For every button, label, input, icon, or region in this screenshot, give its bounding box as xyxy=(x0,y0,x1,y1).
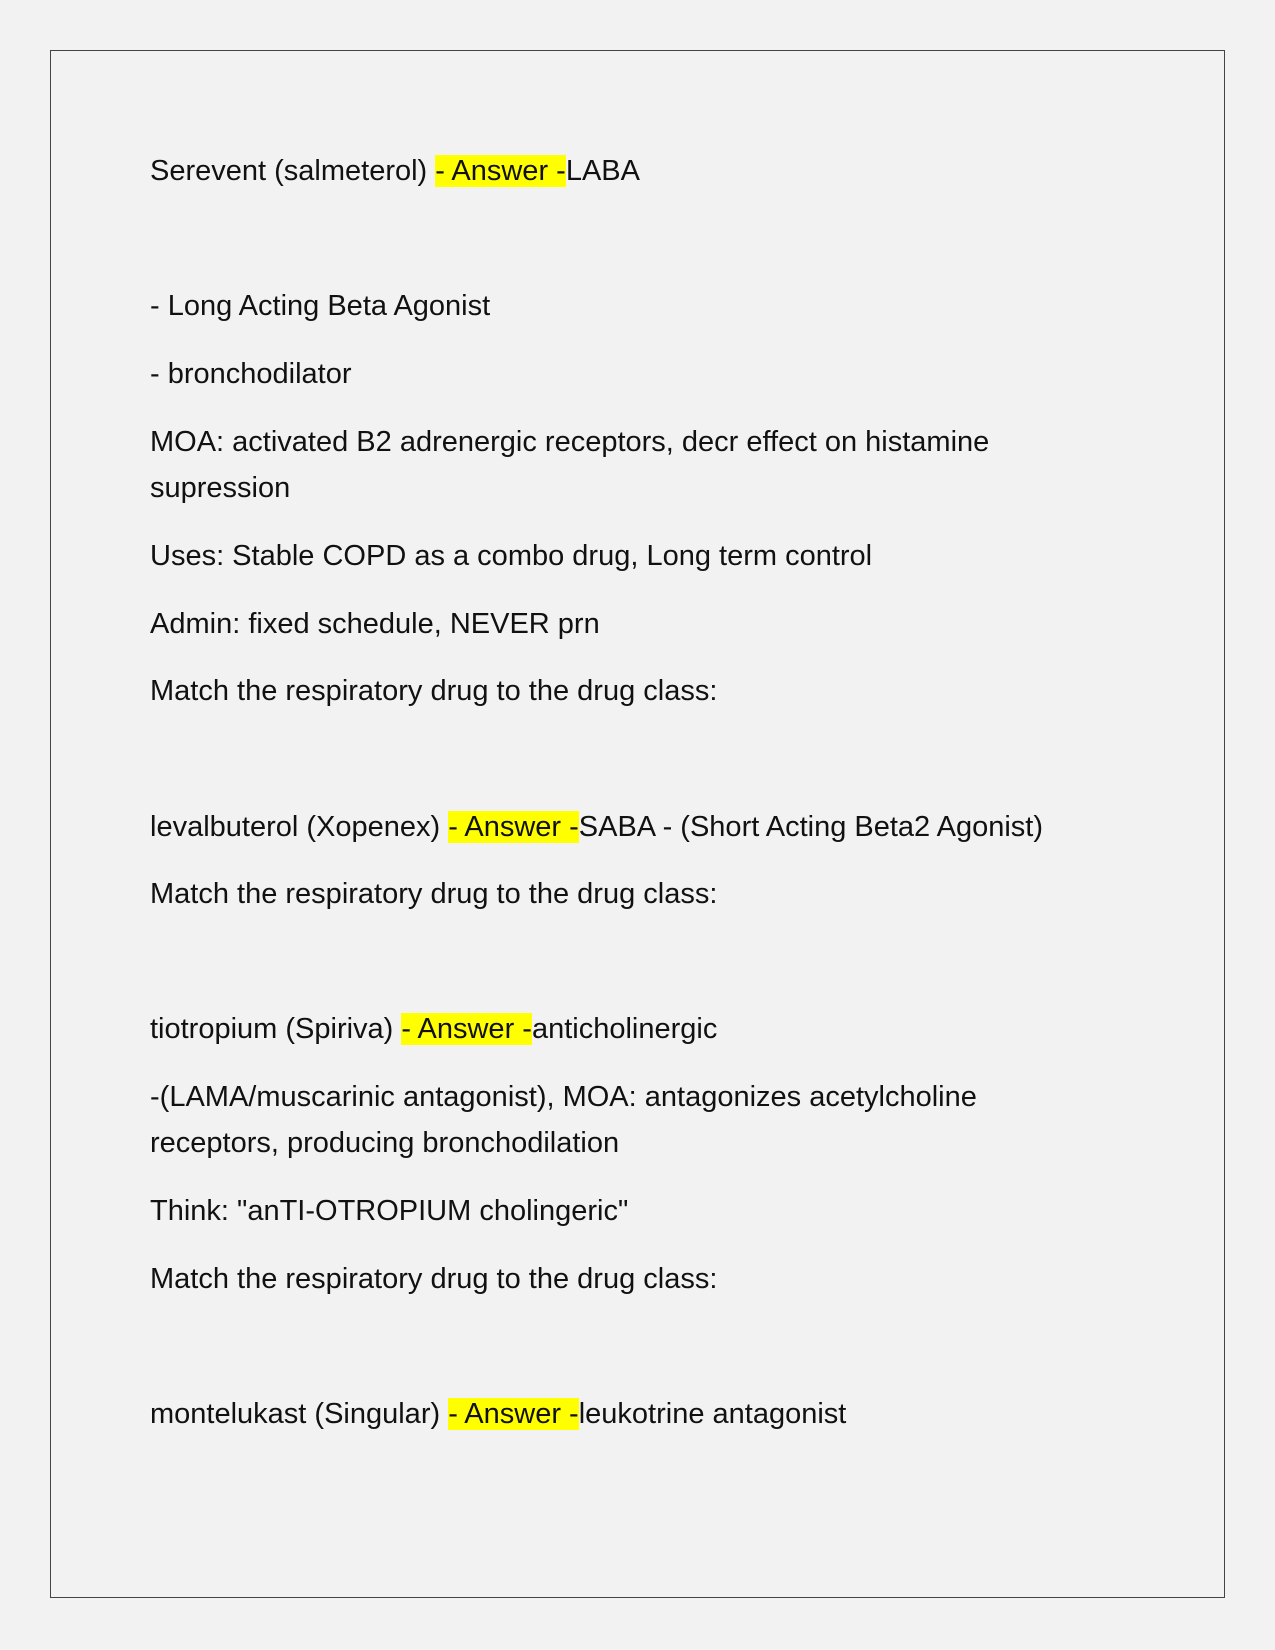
qa-line-montelukast xyxy=(150,1391,846,1437)
prompt-line: Match the respiratory drug to the drug class: xyxy=(150,878,718,910)
question-text: Serevent (salmeterol) xyxy=(150,155,436,187)
question-text: tiotropium (Spiriva) xyxy=(150,1013,402,1045)
detail-line: MOA: activated B2 adrenergic receptors, decr effect on histamine supression xyxy=(150,426,990,504)
answer-text: leukotrine antagonist xyxy=(578,1398,847,1430)
qa-line-levalbuterol xyxy=(150,804,1043,850)
answer-marker: - Answer - xyxy=(448,1398,579,1430)
prompt-line: Match the respiratory drug to the drug class: xyxy=(150,1263,718,1295)
detail-line: - Long Acting Beta Agonist xyxy=(150,290,491,322)
detail-line: -(LAMA/muscarinic antagonist), MOA: antagonizes acetylcholine receptors, producing bronchodilation xyxy=(150,1081,977,1159)
detail-line: Uses: Stable COPD as a combo drug, Long term control xyxy=(150,540,873,572)
answer-marker: - Answer - xyxy=(448,811,579,843)
detail-line: Think: "anTI-OTROPIUM cholingeric" xyxy=(150,1195,629,1227)
answer-marker: - Answer - xyxy=(401,1013,532,1045)
qa-line-tiotropium xyxy=(150,1006,717,1052)
answer-text: SABA - (Short Acting Beta2 Agonist) xyxy=(578,811,1044,843)
question-text: montelukast (Singular) xyxy=(150,1398,449,1430)
prompt-line: Match the respiratory drug to the drug class: xyxy=(150,675,718,707)
detail-line: Admin: fixed schedule, NEVER prn xyxy=(150,608,600,640)
question-text: levalbuterol (Xopenex) xyxy=(150,811,449,843)
answer-text: anticholinergic xyxy=(531,1013,718,1045)
qa-line-salmeterol xyxy=(150,148,640,194)
answer-text: LABA xyxy=(565,155,640,187)
detail-line: - bronchodilator xyxy=(150,358,352,390)
answer-marker: - Answer - xyxy=(435,155,566,187)
